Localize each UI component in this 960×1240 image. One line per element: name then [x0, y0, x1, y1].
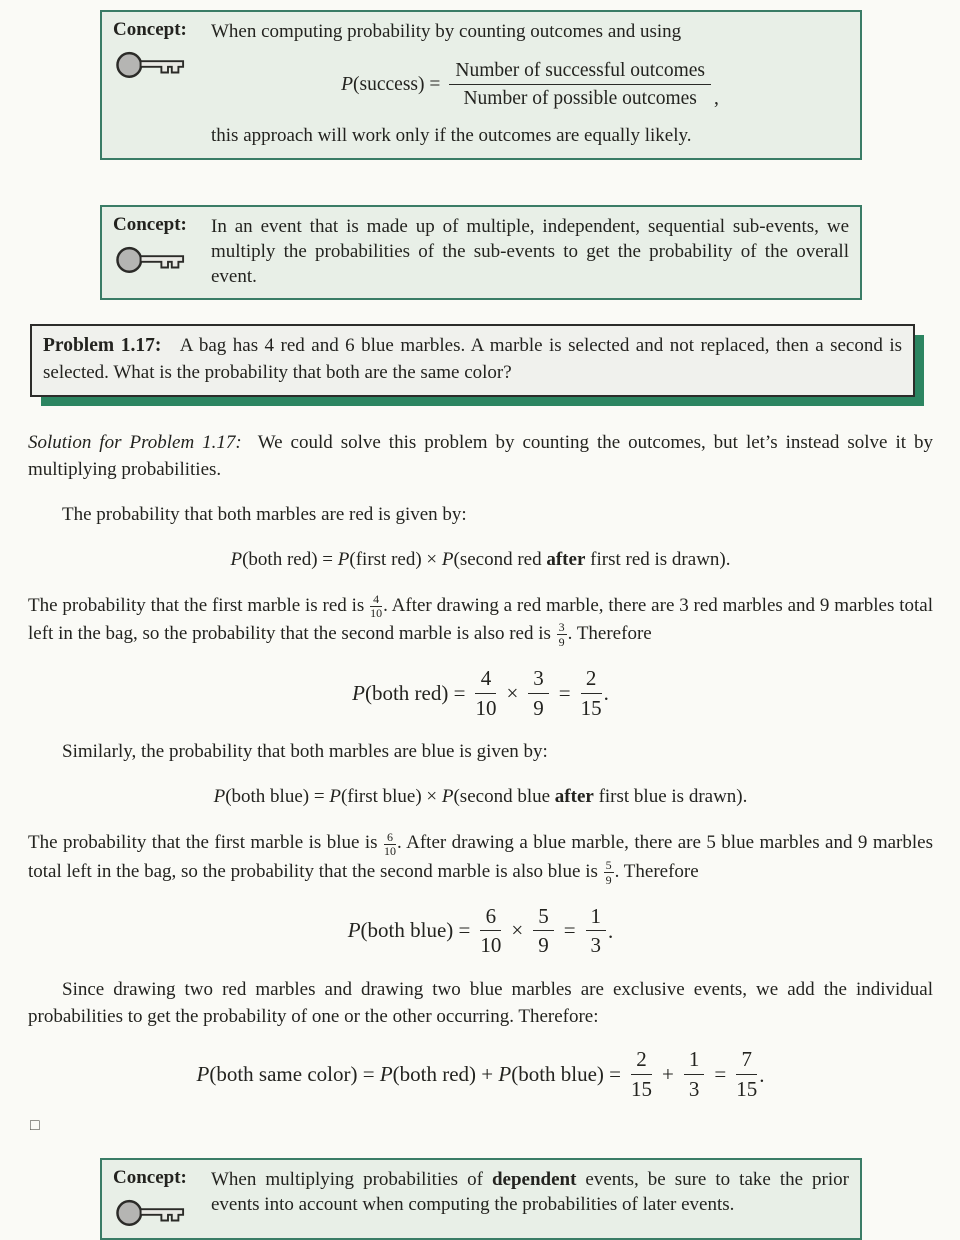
- formula-fraction: [449, 59, 711, 111]
- math-P: P: [352, 680, 365, 705]
- concept-box-dependent-events: [100, 1158, 862, 1240]
- red-probability-paragraph: The probability that the first marble is red is $\frac{4}{10}$ . After drawing a red marble, there are 3 red marbles and 9 marbles total left in the bag, so the probability that the second marble is also red is $\frac{3}{9}$ . Therefore: [28, 591, 933, 649]
- problem-box-1-17: [30, 324, 915, 397]
- equals-sign: =: [563, 918, 576, 943]
- red-intro-paragraph: The probability that both marbles are red is given by:: [62, 503, 467, 525]
- red-word-equation: P(both red) = P(first red) × P(second red after first red is drawn).: [230, 548, 731, 570]
- key-icon: [113, 1195, 189, 1229]
- concept-label: Concept:: [113, 213, 187, 235]
- math-P: P: [441, 548, 454, 570]
- key-icon: [113, 242, 189, 276]
- concept-label-column: [113, 19, 211, 149]
- concept-body-text: When multiplying probabilities of dependent events, be sure to take the prior events into account when computing the probabilities of later events.: [211, 1168, 849, 1215]
- concept-box-counting-outcomes: [100, 10, 862, 160]
- key-icon: [113, 47, 189, 81]
- problem-label: Problem 1.17:: [43, 334, 162, 356]
- inline-fraction-3-9: $\frac{3}{9}$: [558, 620, 565, 649]
- concept-body-text: In an event that is made up of multiple, independent, sequential sub-events, we multiply the probabilities of the sub-events to get the probability of the overall event.: [211, 215, 849, 287]
- red-display-equation: P(both red) = $\frac{4}{10}$ × $\frac{3}{9}$ = $\frac{2}{15}$ .: [352, 665, 609, 720]
- display-fraction-5-9: $\frac{5}{9}$: [533, 904, 554, 959]
- math-P: P: [329, 786, 341, 808]
- qed-square: □: [30, 1116, 40, 1134]
- period: .: [608, 919, 614, 944]
- inline-fraction-4-10: $\frac{4}{10}$: [370, 591, 383, 621]
- math-P: P: [441, 786, 454, 808]
- equals-sign: =: [558, 680, 571, 705]
- concept-label: Concept:: [113, 1166, 187, 1188]
- concept-box-multiply-probabilities: [100, 205, 862, 300]
- problem-text: A bag has 4 red and 6 blue marbles. A marble is selected and not replaced, then a second is selected. What is the probability that both are the same color?: [43, 334, 902, 383]
- display-fraction-1-3: $\frac{1}{3}$: [684, 1047, 705, 1102]
- fraction-denominator: Number of possible outcomes: [463, 88, 697, 110]
- concept-body: [211, 19, 849, 149]
- display-fraction-3-9: $\frac{3}{9}$: [528, 666, 549, 721]
- math-P: P: [347, 918, 361, 943]
- concept-outro-text: this approach will work only if the outcomes are equally likely.: [211, 124, 692, 146]
- times-operator: ×: [511, 918, 524, 943]
- display-fraction-4-10: $\frac{4}{10}$: [475, 665, 497, 720]
- display-fraction-1-3: $\frac{1}{3}$: [586, 904, 607, 959]
- math-P: P: [379, 1061, 393, 1086]
- probability-formula: [211, 59, 849, 111]
- solution-section: [28, 429, 933, 1134]
- solution-lead-text: We could solve this problem by counting the outcomes, but let’s instead solve it by multiplying probabilities.: [28, 431, 933, 480]
- math-P: P: [337, 548, 350, 570]
- bold-after: after: [554, 786, 594, 808]
- blue-word-equation: P(both blue) = P(first blue) × P(second blue after first blue is drawn).: [213, 786, 748, 808]
- blue-intro-paragraph: Similarly, the probability that both marbles are blue is given by:: [62, 741, 548, 763]
- concept-intro-text: When computing probability by counting outcomes and using: [211, 21, 682, 42]
- math-P: P: [196, 1061, 210, 1086]
- blue-display-equation: P(both blue) = $\frac{6}{10}$ × $\frac{5}{9}$ = $\frac{1}{3}$ .: [347, 903, 614, 958]
- solution-lead-paragraph: [28, 429, 933, 483]
- sum-paragraph: Since drawing two red marbles and drawing two blue marbles are exclusive events, we add the individual probabilities to get the probability of one or the other occurring. Therefore:: [28, 979, 933, 1028]
- times-operator: ×: [506, 680, 519, 705]
- display-fraction-2-15: $\frac{2}{15}$: [631, 1047, 653, 1101]
- formula-lhs: (success) =: [353, 74, 441, 96]
- blue-probability-paragraph: The probability that the first marble is blue is $\frac{6}{10}$ . After drawing a blue marble, there are 5 blue marbles and 9 marbles total left in the bag, so the probability that the second marble is also blue is $\frac{5}{9}$ . Therefore: [28, 829, 933, 887]
- formula-comma: ,: [714, 87, 719, 109]
- display-fraction-6-10: $\frac{6}{10}$: [480, 903, 502, 958]
- inline-fraction-5-9: $\frac{5}{9}$: [605, 858, 612, 887]
- bold-dependent: dependent: [491, 1168, 577, 1190]
- math-P: P: [230, 548, 243, 570]
- formula-P: P: [341, 74, 354, 96]
- display-fraction-2-15: $\frac{2}{15}$: [580, 665, 602, 720]
- period: .: [759, 1062, 765, 1087]
- display-fraction-7-15: $\frac{7}{15}$: [736, 1047, 758, 1101]
- bold-after: after: [546, 548, 586, 570]
- period: .: [603, 681, 609, 706]
- math-P: P: [498, 1061, 512, 1086]
- equals-sign: =: [714, 1061, 727, 1086]
- inline-fraction-6-10: $\frac{6}{10}$: [383, 829, 396, 858]
- fraction-numerator: Number of successful outcomes: [449, 59, 711, 85]
- math-P: P: [213, 786, 226, 808]
- concept-label-column: [113, 214, 211, 289]
- solution-label: Solution for Problem 1.17:: [28, 431, 242, 453]
- concept-label: Concept:: [113, 19, 187, 40]
- plus-operator: +: [662, 1061, 674, 1086]
- same-color-display-equation: P(both same color) = P(both red) + P(both blue) = $\frac{2}{15}$ + $\frac{1}{3}$ = $\frac{7}{15}$ .: [196, 1047, 765, 1101]
